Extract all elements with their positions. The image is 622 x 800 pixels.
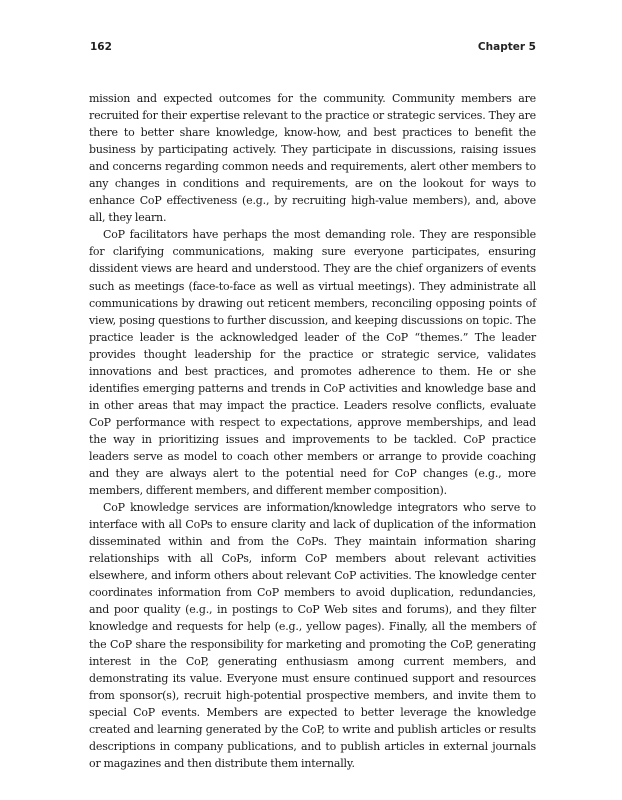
paragraph-continuation: mission and expected outcomes for the community. Community members are recruited for their expertise relevant to the practice or strategic services. They are there to better share knowledge, know-how, and best practices to benefit the business by participating actively. They participate in discussions, raising issues and concerns regarding common needs and requirements, alert other members to any changes in conditions and requirements, are on the lookout for ways to enhance CoP effectiveness (e.g., by recruiting high-value members), and, above all, they learn. [89,92,536,225]
running-head [90,41,536,55]
body-text [89,90,536,772]
chapter-title: Chapter 5 [477,41,536,53]
paragraph-knowledge-services: CoP knowledge services are information/knowledge integrators who serve to interface with all CoPs to ensure clarity and lack of duplication of the information disseminated within and from the CoPs. They maintain information sharing relationships with all CoPs, inform CoP members about relevant activities elsewhere, and inform others about relevant CoP activities. The knowledge center coordinates information from CoP members to avoid duplication, redundancies, and poor quality (e.g., in postings to CoP Web sites and forums), and they filter knowledge and requests for help (e.g., yellow pages). Finally, all the members of the CoP share the responsibility for marketing and promoting the CoP, generating interest in the CoP, generating enthusiasm among current members, and demonstrating its value. Everyone must ensure continued support and resources from sponsor(s), recruit high-potential prospective members, and invite them to special CoP events. Members are expected to better leverage the knowledge created and learning generated by the CoP, to write and publish articles or results descriptions in company publications, and to publish articles in external journals or magazines and then distribute them internally. [89,501,536,770]
page-number: 162 [90,41,112,53]
paragraph-facilitators: CoP facilitators have perhaps the most demanding role. They are responsible for clarifying communications, making sure everyone participates, ensuring dissident views are heard and understood. They are the chief organizers of events such as meetings (face-to-face as well as virtual meetings). They administrate all communications by drawing out reticent members, reconciling opposing points of view, posing questions to further discussion, and keeping discussions on topic. The practice leader is the acknowledged leader of the CoP “themes.” The leader provides thought leadership for the practice or strategic service, validates innovations and best practices, and promotes adherence to them. He or she identifies emerging patterns and trends in CoP activities and knowledge base and in other areas that may impact the practice. Leaders resolve conflicts, evaluate CoP performance with respect to expectations, approve memberships, and lead the way in prioritizing issues and improvements to be tackled. CoP practice leaders serve as model to coach other members or arrange to provide coaching and they are always alert to the potential need for CoP changes (e.g., more members, different members, and different member composition). [89,228,536,498]
